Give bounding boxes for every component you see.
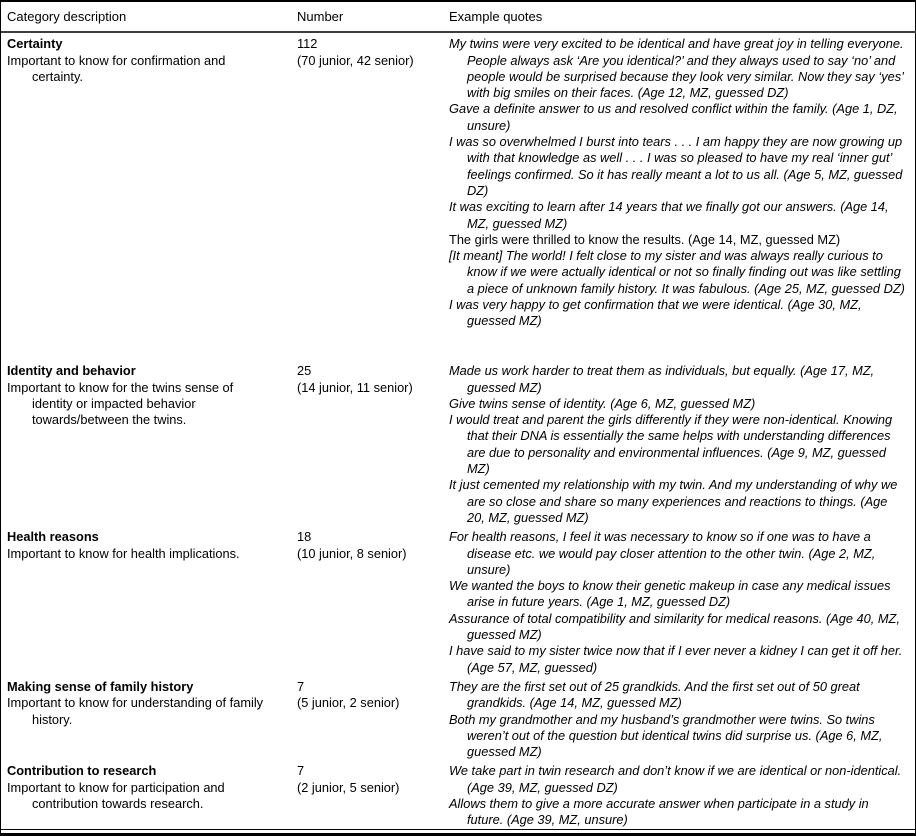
table-header bbox=[1, 2, 916, 32]
number-cell bbox=[291, 360, 443, 526]
category-name: Contribution to research bbox=[7, 763, 157, 779]
count-breakdown: (10 junior, 8 senior) bbox=[297, 545, 407, 561]
number-cell bbox=[291, 760, 443, 828]
category-cell bbox=[1, 760, 291, 828]
quote-text: I would treat and parent the girls differently if they were non-identical. Knowing that their DNA is essentially the same helps with understanding differences are due to personality and environmental influences. (Age 9, MZ, guessed MZ) bbox=[449, 412, 893, 477]
quote-text: For health reasons, I feel it was necessary to know so if one was to have a disease etc. we would pay closer attention to the other twin. (Age 2, MZ, unsure) bbox=[449, 529, 876, 577]
quote-text: It was exciting to learn after 14 years that we finally got our answers. (Age 14, MZ, guessed MZ) bbox=[449, 199, 889, 231]
category-name: Certainty bbox=[7, 36, 63, 52]
count-value: 112 bbox=[297, 36, 318, 52]
category-description: Important to know for health implications. bbox=[7, 545, 240, 561]
quote-text: Assurance of total compatibility and similarity for medical reasons. (Age 40, MZ, guessed MZ) bbox=[449, 610, 900, 643]
quote-text: Allows them to give a more accurate answer when participate in a study in future. (Age 39, MZ, unsure) bbox=[449, 796, 869, 828]
categories-table bbox=[1, 2, 916, 829]
table-row bbox=[1, 760, 916, 828]
quote-text: They are the first set out of 25 grandkids. And the first set out of 50 great grandkids. (Age 14, MZ, guessed MZ) bbox=[449, 678, 860, 711]
table-row bbox=[1, 526, 916, 676]
count-value: 18 bbox=[297, 529, 312, 545]
quote-text: I was very happy to get confirmation that we were identical. (Age 30, MZ, guessed MZ) bbox=[449, 297, 862, 329]
quote-text: My twins were very excited to be identical and have great joy in telling everyone. People always ask ‘Are you identical?’ and they always used to say ‘no’ and people would be surprised because they look very similar. Now they say ‘yes’ with big smiles on their faces. (Age 12, MZ, guessed DZ) bbox=[449, 36, 904, 101]
quote-text: Both my grandmother and my husband’s grandmother were twins. So twins weren’t out of the question but identical twins did surprise us. (Age 6, MZ, guessed MZ) bbox=[449, 711, 883, 760]
quote-text: Give twins sense of identity. (Age 6, MZ, guessed MZ) bbox=[449, 395, 756, 411]
number-cell bbox=[291, 676, 443, 760]
quote-text: Made us work harder to treat them as individuals, but equally. (Age 17, MZ, guessed MZ) bbox=[449, 363, 875, 395]
table-bottom-rule bbox=[1, 829, 915, 836]
category-cell bbox=[1, 360, 291, 526]
quote-text: I have said to my sister twice now that if I ever never a kidney I can get it off her. (Age 57, MZ, guessed) bbox=[449, 643, 903, 675]
quotes-cell bbox=[443, 32, 916, 360]
count-breakdown: (2 junior, 5 senior) bbox=[297, 779, 400, 795]
category-name: Making sense of family history bbox=[7, 678, 194, 694]
number-cell bbox=[291, 32, 443, 360]
count-breakdown: (70 junior, 42 senior) bbox=[297, 52, 414, 68]
category-description: Important to know for the twins sense of identity or impacted behavior towards/between the twins. bbox=[7, 379, 234, 428]
category-cell bbox=[1, 526, 291, 676]
category-description: Important to know for confirmation and certainty. bbox=[7, 52, 226, 84]
table-row bbox=[1, 676, 916, 760]
count-value: 7 bbox=[297, 678, 305, 694]
number-cell bbox=[291, 526, 443, 676]
quotes-cell bbox=[443, 760, 916, 828]
quote-text: The girls were thrilled to know the results. (Age 14, MZ, guessed MZ) bbox=[449, 231, 841, 247]
quote-text: We take part in twin research and don’t know if we are identical or non-identical. (Age 39, MZ, guessed DZ) bbox=[449, 763, 902, 795]
column-header-number: Number bbox=[291, 2, 443, 32]
table-row bbox=[1, 32, 916, 360]
quotes-cell bbox=[443, 360, 916, 526]
column-header-category-description: Category description bbox=[1, 2, 291, 32]
category-name: Health reasons bbox=[7, 529, 99, 545]
category-description: Important to know for participation and contribution towards research. bbox=[7, 779, 225, 812]
category-cell bbox=[1, 32, 291, 360]
quote-text: We wanted the boys to know their genetic makeup in case any medical issues arise in future years. (Age 1, MZ, guessed DZ) bbox=[449, 578, 891, 610]
table-row bbox=[1, 360, 916, 526]
quotes-cell bbox=[443, 526, 916, 676]
quote-text: Gave a definite answer to us and resolved conflict within the family. (Age 1, DZ, unsure) bbox=[449, 101, 898, 133]
column-header-example-quotes: Example quotes bbox=[443, 2, 916, 32]
category-cell bbox=[1, 676, 291, 760]
table-body bbox=[1, 32, 916, 828]
quote-text: [It meant] The world! I felt close to my sister and was always really curious to know if we were actually identical or not so finally finding out was like settling a piece of unknown family history. It was fabulous. (Age 25, MZ, guessed DZ) bbox=[449, 248, 905, 296]
quotes-cell bbox=[443, 676, 916, 760]
count-breakdown: (14 junior, 11 senior) bbox=[297, 379, 413, 395]
quote-text: I was so overwhelmed I burst into tears . . . I am happy they are now growing up with that knowledge as well . . . I was so pleased to have my real ‘inner gut’ feelings confirmed. So it has really meant a lot to us all. (Age 5, MZ, guessed DZ) bbox=[449, 134, 903, 198]
quote-text: It just cemented my relationship with my twin. And my understanding of why we are so close and share so many experiences and reactions to things. (Age 20, MZ, guessed MZ) bbox=[449, 477, 898, 525]
category-name: Identity and behavior bbox=[7, 363, 136, 379]
category-description: Important to know for understanding of family history. bbox=[7, 695, 264, 727]
count-value: 25 bbox=[297, 363, 312, 379]
count-breakdown: (5 junior, 2 senior) bbox=[297, 695, 400, 711]
count-value: 7 bbox=[297, 763, 305, 779]
